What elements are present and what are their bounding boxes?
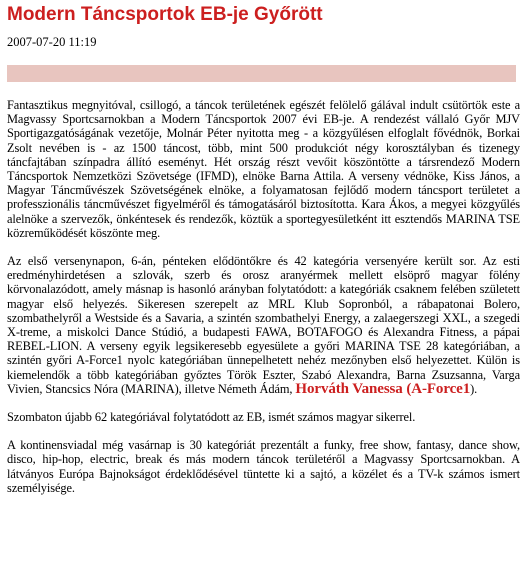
article-paragraph-2 (7, 254, 520, 396)
article-paragraph-4: A kontinensviadal még vasárnap is 30 kategóriát prezentált a funky, free show, fantasy, dance show, disco, hip-hop, electric, break és más modern táncok területéről a Magvassy Sportcsarnokban. A látványos Európa Bajnokságot érdeklődésével tüntette ki a sajtó, a közélet és a TV-k számos ismert személyisége. (7, 438, 520, 495)
article-title: Modern Táncsportok EB-je Győrött (7, 4, 323, 25)
paragraph-2-text: Az első versenynapon, 6-án, pénteken elődöntőkre és 42 kategória versenyére került sor. Az esti eredményhirdetésen a szlovák, szerb és orosz aranyérmek mellett elsöprő magyar fölény körvonalazódott, amely másnap is hasonló arányban folytatódott: a kategóriák csaknem felében született magyar első helyezés. Sikeresen szerepelt az MRL Klub Sopronból, a rábapatonai Bolero, szombathelyről a Westside és a Savaria, a szintén szombathelyi Energy, a zalaegerszegi XXL, a szegedi X-treme, a miskolci Dance Stúdió, a budapesti FAWA, BOTAFOGO és Alexandra Fitness, a pápai REBEL-LION. A verseny egyik legsikeresebb egyesülete a győri MARINA TSE 28 kategóriában, a szintén győri A-Force1 nyolc kategóriában ünnepelhetett nehéz mezőnyben első helyezettet. Külön is kiemelendők a több kategóriában győztes Török Eszter, Szabó Alexandra, Barna Zsuzsanna, Varga Vivien, Stancsics Nóra (MARINA), illetve Németh Ádám, (7, 254, 520, 396)
decorative-bar (7, 65, 516, 82)
article-date: 2007-07-20 11:19 (7, 35, 97, 49)
article-paragraph-3: Szombaton újabb 62 kategóriával folytatódott az EB, ismét számos magyar sikerrel. (7, 410, 416, 425)
highlighted-name: Horváth Vanessa (A-Force1 (295, 380, 471, 397)
article-paragraph-1: Fantasztikus megnyitóval, csillogó, a táncok területének egészét felölelő gálával indult csütörtök este a Magvassy Sportcsarnokban a Modern Táncsportok 2007 évi EB-je. A rendezést vállaló Győr MJV Sportigazgatóságának vezetője, Molnár Péter nyitotta meg - a közgyűlésen elfoglalt fővédnök, Borkai Zsolt nevében is - az 1500 táncost, több, mint 500 produkciót négy korosztályban és tizenegy táncfajtában színpadra állító eseményt. Hét ország részt vevőit köszöntötte a társrendező Modern Táncsportok Nemzetközi Szövetsége (IFMD), elnöke Barna Attila. A verseny védnöke, Kiss János, a Magyar Táncművészek Szövetségének elnöke, a folyamatosan fejlődő modern táncsport területet a professzionális táncművészet figyelméről és támogatásáról biztosította. Kara Ákos, a megyei közgyűlés alelnöke a szervezők, önkéntesek és rendezők, köztük a sportegyesületként itt esztendős MARINA TSE közreműködését köszönte meg. (7, 98, 520, 240)
article-body (7, 98, 520, 495)
paragraph-2-end: ). (470, 381, 478, 396)
